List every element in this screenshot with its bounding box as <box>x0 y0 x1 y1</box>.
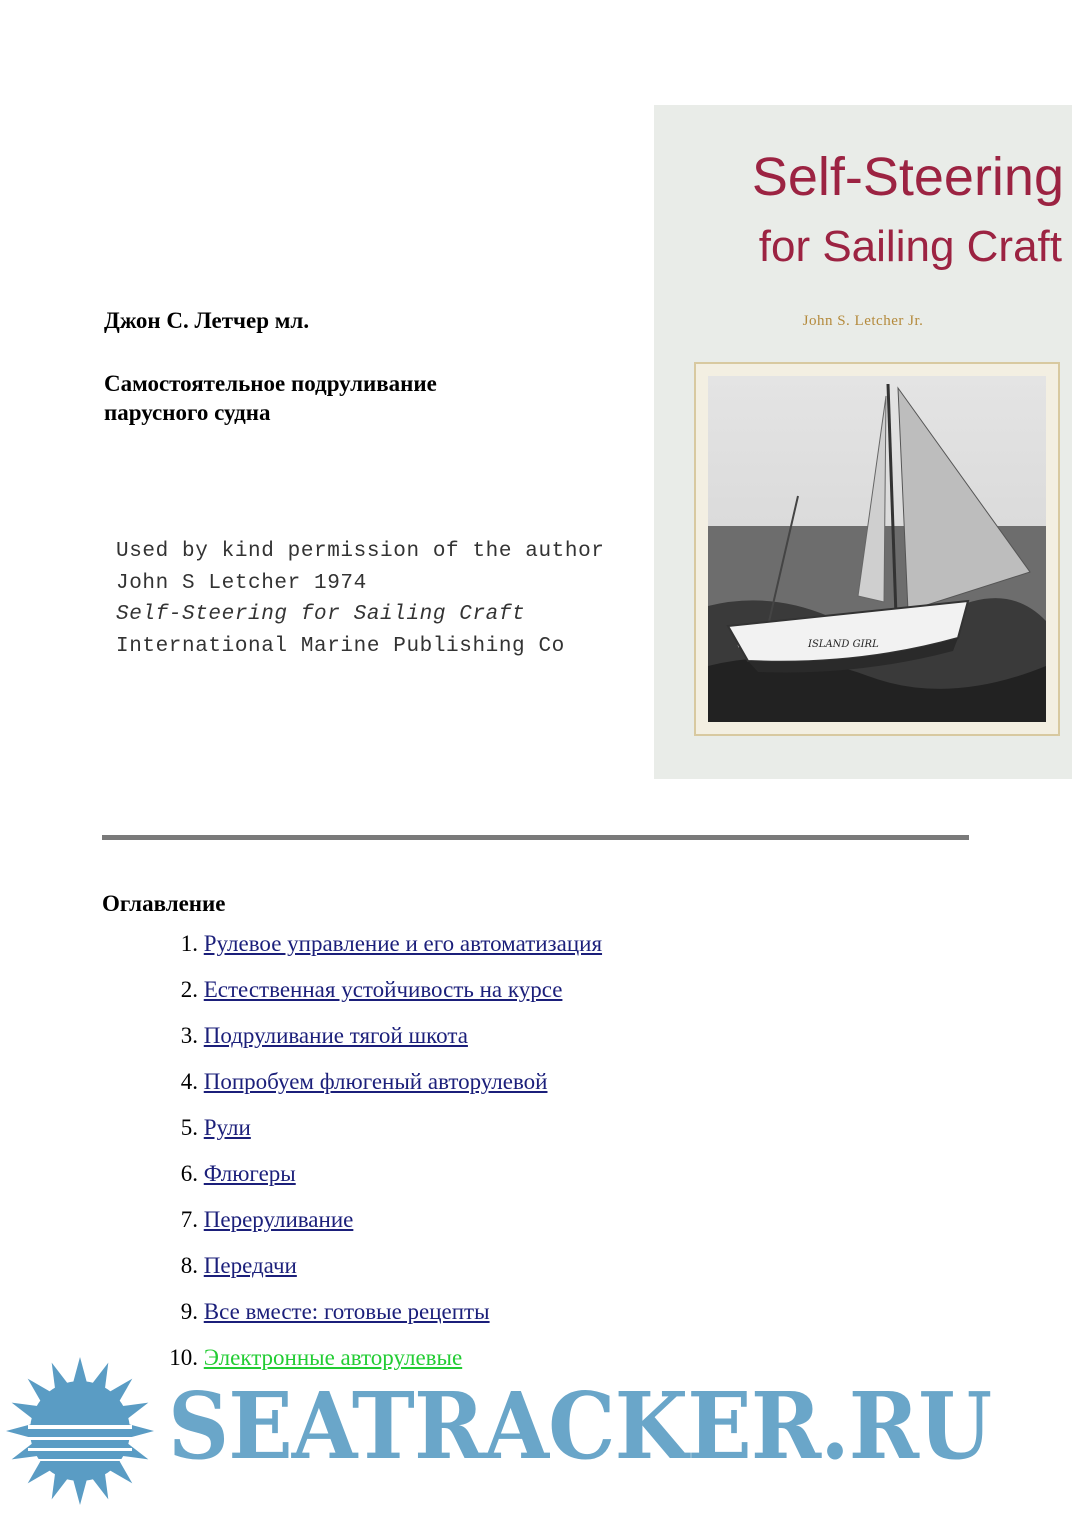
toc-link-chapter-4[interactable]: Попробуем флюгеный авторулевой <box>203 1069 548 1094</box>
sailboat-illustration <box>708 376 1046 722</box>
boat-name-text: ISLAND GIRL <box>808 639 879 650</box>
cover-author: John S. Letcher Jr. <box>802 313 924 329</box>
toc-number: 6. <box>180 1161 198 1186</box>
toc-link-chapter-3[interactable]: Подруливание тягой шкота <box>203 1023 468 1048</box>
cover-title-line2: for Sailing Craft <box>758 222 1062 271</box>
toc-link-chapter-8[interactable]: Передачи <box>203 1253 297 1278</box>
book-cover-image <box>654 105 1072 779</box>
permission-line4: International Marine Publishing Co <box>116 634 565 658</box>
horizontal-divider <box>102 835 969 840</box>
cover-photo-frame <box>694 362 1060 736</box>
toc-number: 2. <box>180 977 198 1002</box>
toc-number: 9. <box>180 1299 198 1324</box>
toc-item <box>160 1157 602 1203</box>
toc-link-chapter-9[interactable]: Все вместе: готовые рецепты <box>203 1299 490 1324</box>
toc-number: 4. <box>180 1069 198 1094</box>
watermark-text: SEATRACKER.RU <box>168 1372 992 1480</box>
toc-number: 8. <box>180 1253 198 1278</box>
toc-number: 5. <box>180 1115 198 1140</box>
toc-item <box>160 973 602 1019</box>
toc-item <box>160 1111 602 1157</box>
toc-number: 10. <box>169 1345 198 1370</box>
permission-line1: Used by kind permission of the author <box>116 540 605 563</box>
book-title-line1: Самостоятельное подруливание <box>104 371 437 396</box>
toc-link-chapter-2[interactable]: Естественная устойчивость на курсе <box>203 977 563 1002</box>
toc-link-chapter-5[interactable]: Рули <box>203 1115 251 1140</box>
toc-link-chapter-7[interactable]: Переруливание <box>203 1207 354 1232</box>
toc-number: 7. <box>180 1207 198 1232</box>
toc-link-chapter-10[interactable]: Электронные авторулевые <box>203 1345 463 1370</box>
permission-line3: Self-Steering for Sailing Craft <box>116 603 526 626</box>
permission-notice <box>116 536 604 662</box>
sun-icon <box>6 1357 154 1505</box>
table-of-contents <box>160 927 602 1387</box>
toc-item <box>160 1249 602 1295</box>
cover-title-line1: Self-Steering <box>751 147 1064 207</box>
book-title-line2: парусного судна <box>104 400 271 425</box>
toc-number: 1. <box>180 931 198 956</box>
toc-item <box>160 1065 602 1111</box>
toc-item <box>160 1295 602 1341</box>
book-title <box>104 369 524 427</box>
toc-item <box>160 1019 602 1065</box>
sailboat-photo <box>708 376 1046 722</box>
toc-heading: Оглавление <box>102 891 226 916</box>
toc-number: 3. <box>180 1023 198 1048</box>
permission-line2: John S Letcher 1974 <box>116 571 367 595</box>
toc-item <box>160 1203 602 1249</box>
book-author: Джон С. Летчер мл. <box>104 308 310 333</box>
toc-item <box>160 927 602 973</box>
toc-link-chapter-6[interactable]: Флюгеры <box>203 1161 296 1186</box>
toc-link-chapter-1[interactable]: Рулевое управление и его автоматизация <box>203 931 603 956</box>
